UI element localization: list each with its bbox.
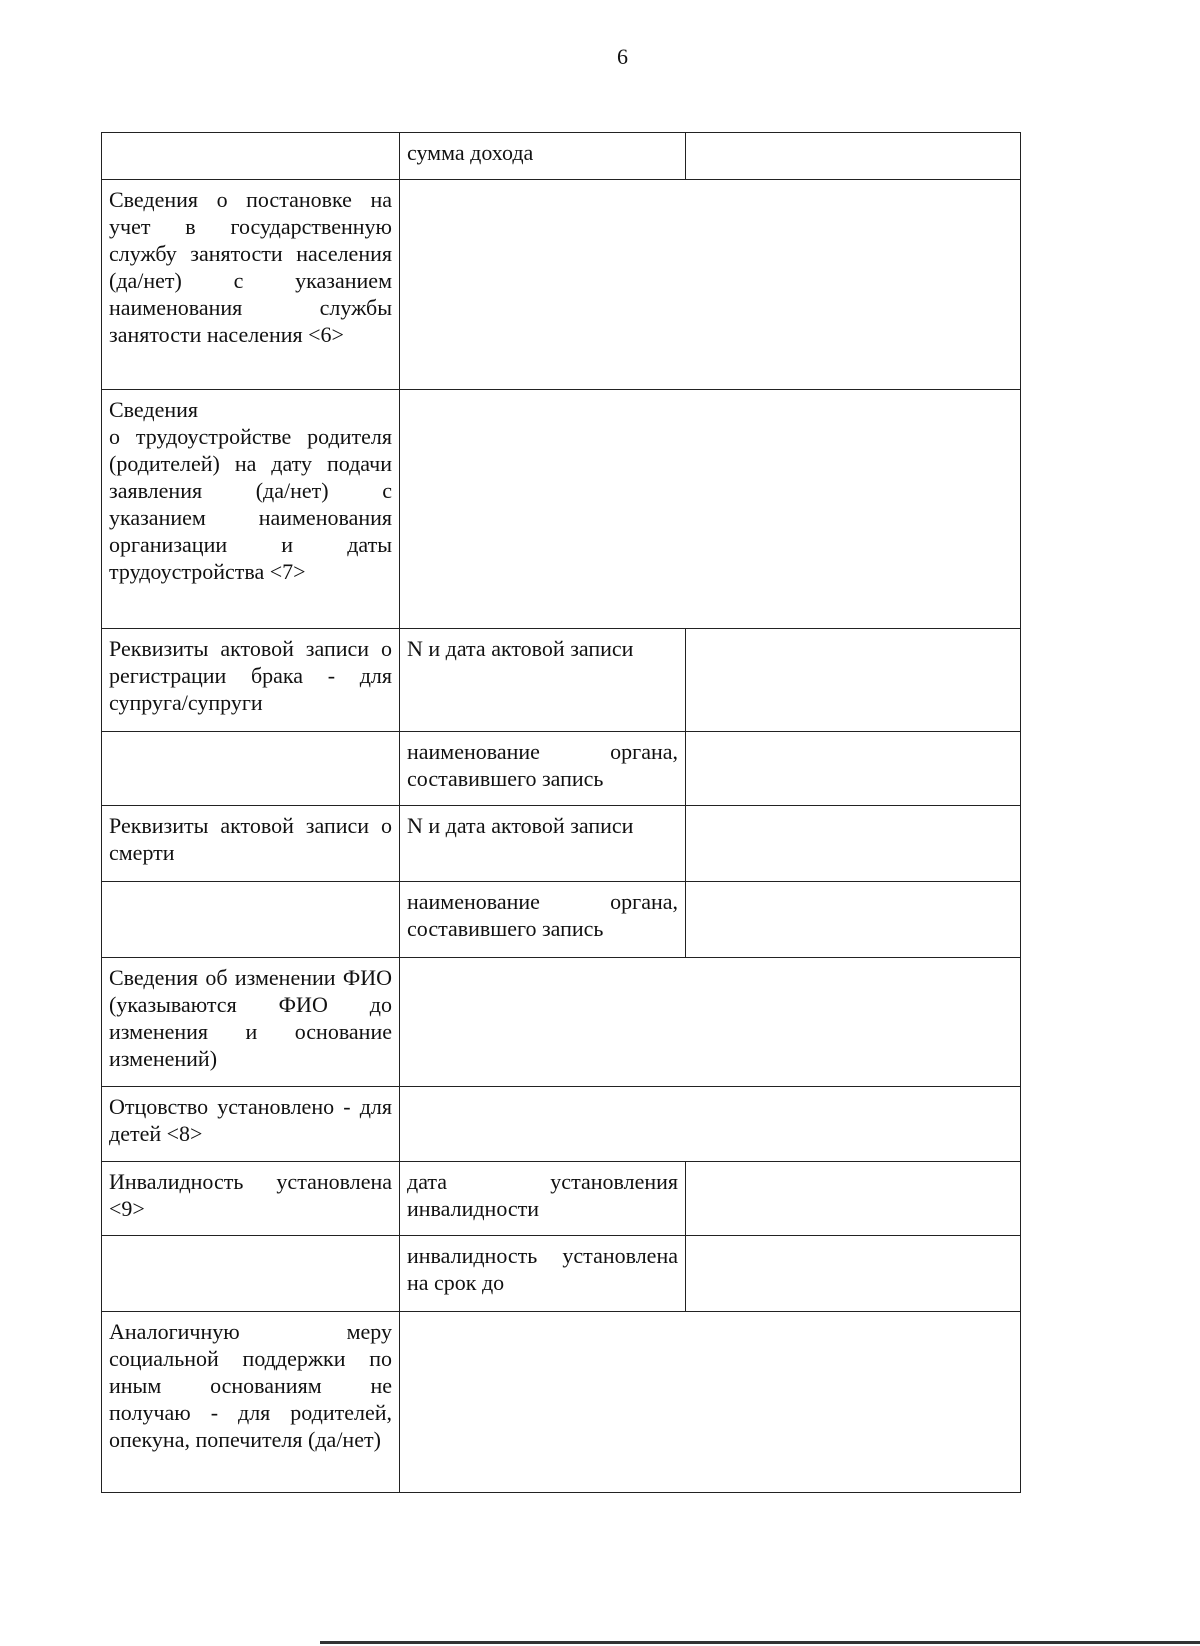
marriage-record-label: Реквизиты актовой записи о регистрации брака - для супруга/супруги	[102, 629, 400, 732]
marriage-record-number-date-field[interactable]	[686, 629, 1021, 732]
disability-date-label: дата установления инвалидности	[400, 1162, 686, 1236]
income-sum-label: сумма дохода	[400, 133, 686, 180]
table-row-death-record-number	[102, 806, 1021, 882]
table-row-marriage-record-authority	[102, 732, 1021, 806]
empty-label-cell	[102, 732, 400, 806]
table-row-similar-support	[102, 1312, 1021, 1493]
similar-support-field[interactable]	[400, 1312, 1021, 1493]
disability-until-label: инвалидность установлена на срок до	[400, 1236, 686, 1312]
table-row-employment-service	[102, 180, 1021, 390]
death-record-number-date-field[interactable]	[686, 806, 1021, 882]
marriage-record-number-date-label: N и дата актовой записи	[400, 629, 686, 732]
empty-label-cell	[102, 133, 400, 180]
marriage-record-authority-label: наименование органа, составившего запись	[400, 732, 686, 806]
disability-until-field[interactable]	[686, 1236, 1021, 1312]
table-row-parents-employment	[102, 390, 1021, 629]
table-row-name-change	[102, 958, 1021, 1087]
death-record-authority-field[interactable]	[686, 882, 1021, 958]
application-form-table	[101, 132, 1021, 1493]
parents-employment-label-first: Сведения	[109, 397, 199, 422]
income-sum-field[interactable]	[686, 133, 1021, 180]
table-row-disability-date	[102, 1162, 1021, 1236]
page-bottom-edge-line	[320, 1641, 1200, 1644]
similar-support-label: Аналогичную меру социальной поддержки по иным основаниям не получаю - для родителей, опекуна, попечителя (да/нет)	[102, 1312, 400, 1493]
parents-employment-label	[102, 390, 400, 629]
table-row-death-record-authority	[102, 882, 1021, 958]
empty-label-cell	[102, 1236, 400, 1312]
name-change-label: Сведения об изменении ФИО (указываются ФИО до изменения и основание изменений)	[102, 958, 400, 1087]
page-number: 6	[617, 44, 628, 69]
disability-label: Инвалидность установлена <9>	[102, 1162, 400, 1236]
employment-service-label: Сведения о постановке на учет в государственную службу занятости населения (да/нет) с указанием наименования службы занятости населения <6>	[102, 180, 400, 390]
table-row-paternity	[102, 1087, 1021, 1162]
name-change-field[interactable]	[400, 958, 1021, 1087]
disability-date-field[interactable]	[686, 1162, 1021, 1236]
table-row-income-sum	[102, 133, 1021, 180]
paternity-label: Отцовство установлено - для детей <8>	[102, 1087, 400, 1162]
death-record-number-date-label: N и дата актовой записи	[400, 806, 686, 882]
parents-employment-field[interactable]	[400, 390, 1021, 629]
table-row-disability-until	[102, 1236, 1021, 1312]
parents-employment-label-rest: о трудоустройстве родителя (родителей) на дату подачи заявления (да/нет) с указанием наименования организации и даты трудоустройства <7>	[109, 424, 392, 584]
marriage-record-authority-field[interactable]	[686, 732, 1021, 806]
death-record-authority-label: наименование органа, составившего запись	[400, 882, 686, 958]
empty-label-cell	[102, 882, 400, 958]
death-record-label: Реквизиты актовой записи о смерти	[102, 806, 400, 882]
employment-service-field[interactable]	[400, 180, 1021, 390]
table-row-marriage-record-number	[102, 629, 1021, 732]
paternity-field[interactable]	[400, 1087, 1021, 1162]
